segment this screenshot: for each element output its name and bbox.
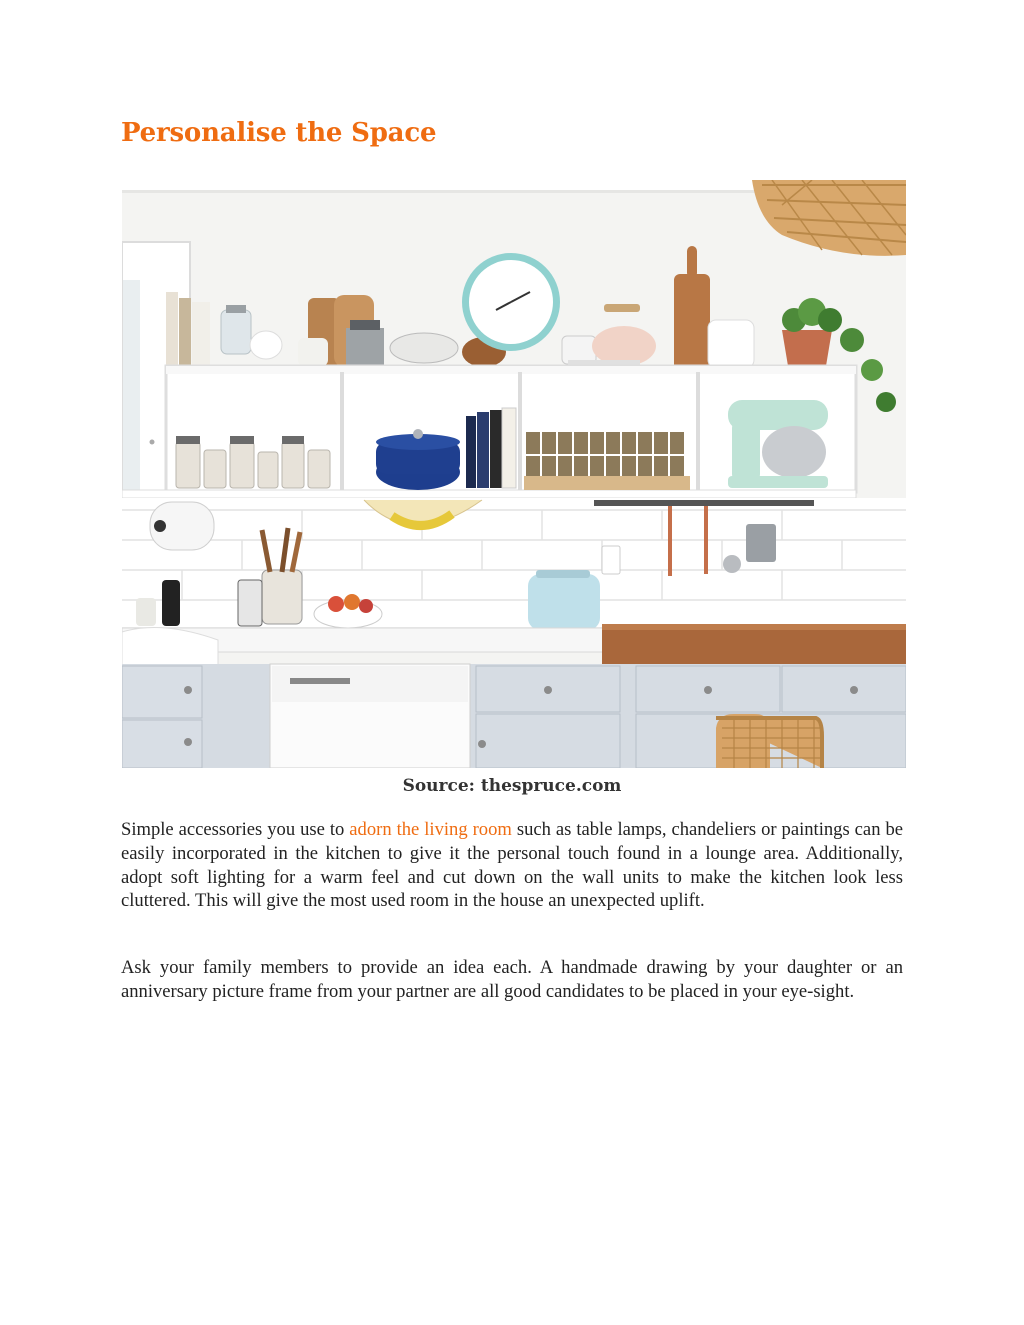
paragraph-2: Ask your family members to provide an idea each. A handmade drawing by your daughter or an anniversary picture frame from your partner are all good candidates to be placed in your eye-sight.	[121, 957, 903, 1002]
paragraph-1-text-end: such as table lamps, chandeliers or paintings can be easily incorporated in the kitchen to give it the personal touch found in a lounge area. Additionally, adopt soft lighting for a warm feel and cut down on the wall units to make the kitchen look less cluttered. This will give the most used room in the house an unexpected uplift.	[121, 819, 904, 912]
image-caption: Source: thespruce.com	[402, 776, 622, 796]
kitchen-photo	[122, 180, 906, 768]
section-heading: Personalise the Space	[121, 118, 437, 148]
open-shelves	[122, 366, 856, 498]
living-room-link[interactable]: adorn the living room	[349, 819, 512, 840]
paragraph-1-text-start: Simple accessories you use to	[121, 819, 350, 840]
rattan-chair	[716, 714, 822, 768]
paragraph-1	[121, 818, 903, 913]
